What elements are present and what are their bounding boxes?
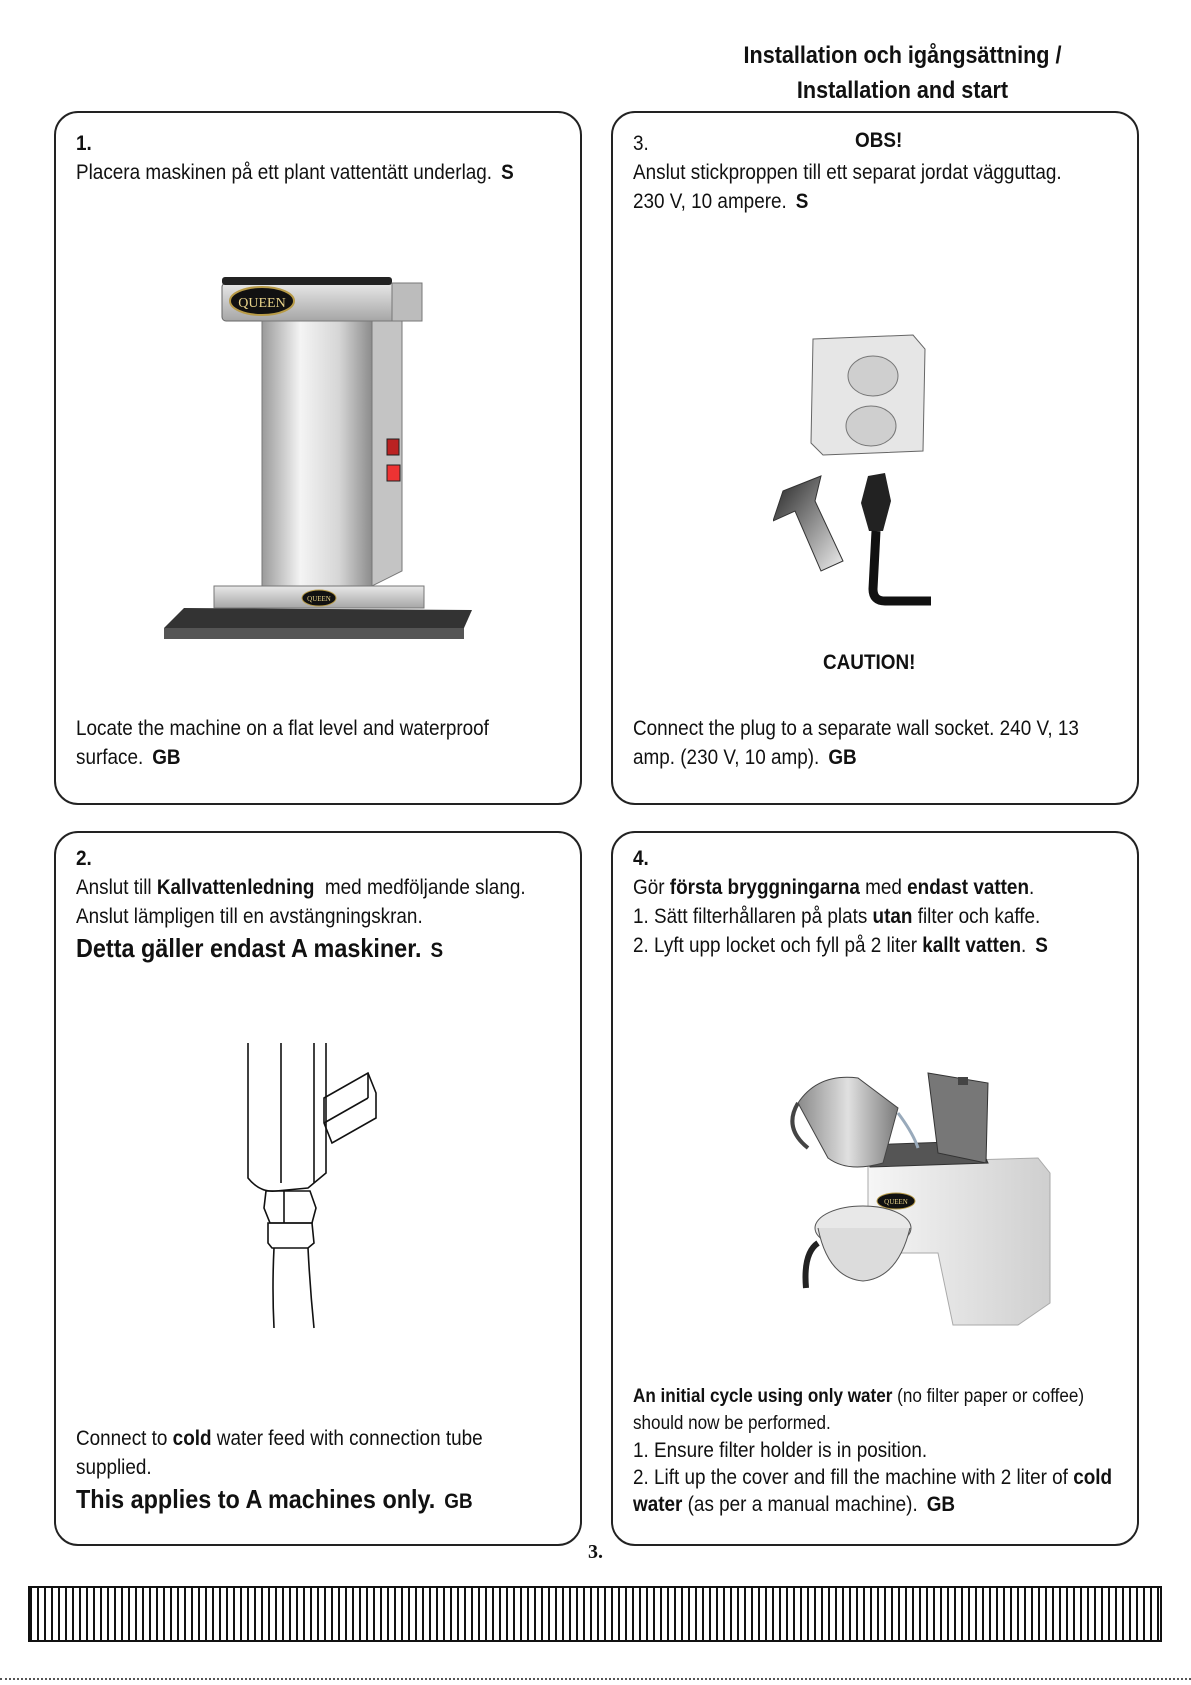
step-1-text-en: Locate the machine on a flat level and waterproof surface. GB	[76, 717, 489, 769]
hose-line-left	[273, 1248, 274, 1328]
step-3-number: 3.	[633, 132, 649, 155]
water-jug-icon	[798, 1077, 898, 1167]
step-1-panel	[54, 111, 582, 805]
step-4-text-sv: 4. Gör första bryggningarna med endast vatten. 1. Sätt filterhållaren på plats utan filter och kaffe. 2. Lyft upp locket och fyll på 2 liter kallt vatten. S	[633, 847, 1048, 957]
header-title-sv: Installation och igångsättning /	[743, 42, 1062, 69]
step-2-panel	[54, 831, 582, 1546]
warning-en: CAUTION!	[823, 651, 916, 674]
lang-tag-sv: S	[501, 161, 514, 184]
lang-tag-gb: GB	[444, 1490, 473, 1513]
arrow-up-icon	[773, 476, 843, 571]
warning-sv: OBS!	[855, 129, 903, 152]
hose-line-right	[308, 1248, 314, 1328]
hose-connector-icon	[268, 1223, 314, 1248]
fill-water-illustration	[788, 1053, 1088, 1333]
socket-outlet-upper	[848, 356, 898, 396]
step-4-number: 4.	[633, 847, 649, 870]
plug-icon	[861, 473, 891, 531]
lang-tag-sv: S	[430, 939, 444, 962]
water-hose-connection-illustration	[236, 1043, 396, 1333]
water-stream	[898, 1113, 918, 1148]
wall-socket-plug-illustration	[773, 331, 943, 631]
decorative-barcode-strip	[28, 1586, 1162, 1642]
warmer-switch-icon	[387, 465, 400, 481]
machine-lid	[222, 277, 392, 285]
lang-tag-sv: S	[1035, 934, 1048, 957]
step-2-text-en: Connect to cold water feed with connection tube supplied. This applies to A machines only. GB	[76, 1427, 483, 1514]
step-1-number: 1.	[76, 132, 92, 155]
step-3-panel	[611, 111, 1139, 805]
step-2-number: 2.	[76, 847, 92, 870]
lang-tag-sv: S	[795, 190, 809, 213]
lid-tab	[958, 1077, 968, 1085]
socket-outlet-lower	[846, 406, 896, 446]
power-switch-icon	[387, 439, 399, 455]
step-4-text-en: An initial cycle using only water (no filter paper or coffee) should now be performed. 1. Ensure filter holder is in position. 2. Lift up the cover and fill the machine with 2 liter of cold water (as per a manual machine). GB	[633, 1386, 1113, 1516]
queen-logo-text: QUEEN	[884, 1198, 908, 1206]
page-header	[700, 38, 1105, 108]
machine-column	[262, 321, 372, 586]
plug-cable	[873, 531, 931, 601]
step-3-text-en: Connect the plug to a separate wall socket. 240 V, 13 amp. (230 V, 10 amp). GB	[633, 717, 1079, 769]
filter-handle	[806, 1243, 819, 1288]
step-1-text-sv: 1. Placera maskinen på ett plant vattentätt underlag. S	[76, 132, 514, 184]
lang-tag-gb: GB	[926, 1493, 956, 1516]
machine-head-side	[392, 283, 422, 321]
hose-nut-icon	[264, 1191, 316, 1223]
cut-line-divider	[0, 1678, 1191, 1680]
lang-tag-gb: GB	[828, 746, 857, 769]
queen-logo-large-text: QUEEN	[238, 296, 286, 311]
queen-logo-small-text: QUEEN	[307, 595, 331, 603]
header-title-en: Installation and start	[796, 77, 1009, 104]
page-number: 3.	[588, 1541, 603, 1563]
step-4-panel	[611, 831, 1139, 1546]
step-3-text-sv: Anslut stickproppen till ett separat jordat vägguttag. 230 V, 10 ampere. S	[633, 161, 1062, 213]
base-mat-top	[164, 608, 472, 628]
filter-basket	[818, 1228, 910, 1281]
base-mat-edge	[164, 628, 464, 639]
step-2-text-sv: 2. Anslut till Kallvattenledning med medföljande slang. Anslut lämpligen till en avstängningskran. Detta gäller endast A maskiner. S	[76, 847, 526, 963]
coffee-machine-illustration	[144, 253, 494, 673]
lang-tag-gb: GB	[152, 746, 181, 769]
